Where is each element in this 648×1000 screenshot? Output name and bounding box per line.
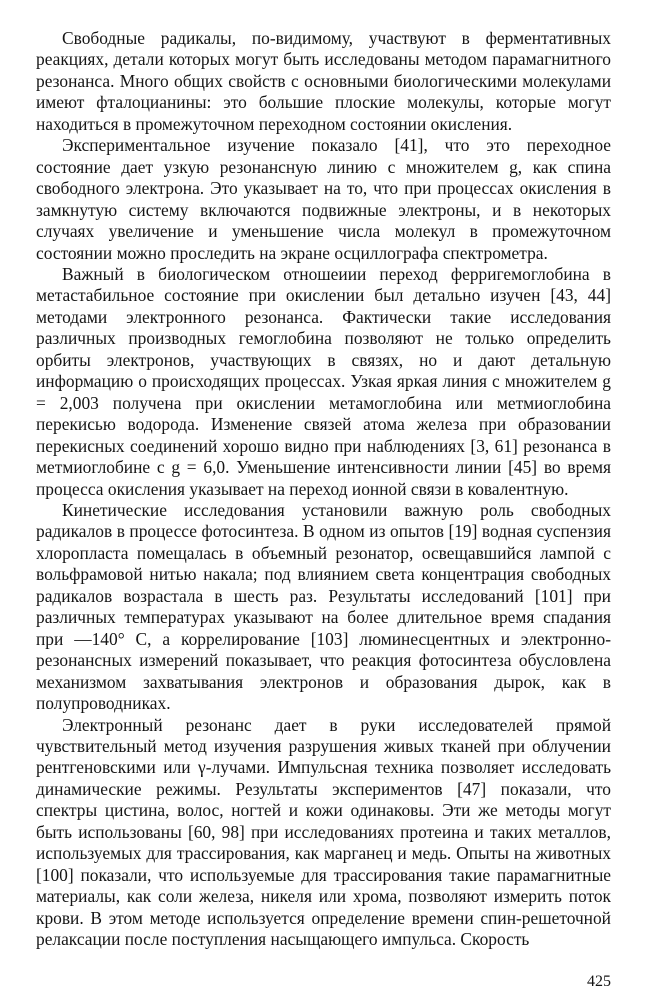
page-number: 425 <box>587 973 611 990</box>
paragraph-free-radicals: Свободные радикалы, по-видимому, участвуют в ферментативных реакциях, детали которых могут быть исследованы методом парамагнитного резонанса. Много общих свойств с основными биологическими молекулами имеют фталоцианины: это большие плоские молекулы, которые могут находиться в промежуточном переходном состоянии окисления. <box>36 28 611 134</box>
paragraph-experimental-study: Экспериментальное изучение показало [41], что это переходное состояние дает узкую резонансную линию с множителем g, как спина свободного электрона. Это указывает на то, что при процессах окисления в замкнутую систему включаются подвижные электроны, и в некоторых случаях увеличение и уменьшение числа молекул в промежуточном состоянии можно проследить на экране осциллографа спектрометра. <box>36 135 611 263</box>
book-page <box>36 28 611 988</box>
paragraph-photosynthesis: Кинетические исследования установили важную роль свободных радикалов в процессе фотосинтеза. В одном из опытов [19] водная суспензия хлоропласта помещалась в объемный резонатор, освещавшийся лампой с вольфрамовой нитью накала; под влиянием света концентрация свободных радикалов возрастала в шесть раз. Результаты исследований [101] при различных температурах указывают на более длительное время спадания при —140° С, а коррелирование [103] люминесцентных и электронно-резонансных измерений показывает, что реакция фотосинтеза обусловлена механизмом захватывания электронов и образования дырок, как в полупроводниках. <box>36 499 611 714</box>
paragraph-electron-resonance: Электронный резонанс дает в руки исследователей прямой чувствительный метод изучения разрушения живых тканей при облучении рентгеновскими или γ-лучами. Импульсная техника позволяет исследовать динамические режимы. Результаты экспериментов [47] показали, что спектры цистина, волос, ногтей и кожи одинаковы. Эти же методы могут быть использованы [60, 98] при исследованиях протеина и таких металлов, используемых для трассирования, как марганец и медь. Опыты на животных [100] показали, что используемые для трассирования такие парамагнитные материалы, как соли железа, никеля или хрома, позволяют измерить поток крови. В этом методе используется определение времени спин-решеточной релаксации после поступления насыщающего импульса. Скорость <box>36 714 611 950</box>
paragraph-ferrihemoglobin: Важный в биологическом отношеиии переход ферригемоглобина в метастабильное состояние при окислении был детально изучен [43, 44] методами электронного резонанса. Фактически такие исследования различных производных гемоглобина позволяют не только определить орбиты электронов, участвующих в связях, но и дают детальную информацию о происходящих процессах. Узкая яркая линия с множителем g = 2,003 получена при окислении метамоглобина или метмиоглобина перекисью водорода. Изменение связей атома железа при образовании перекисных соединений хорошо видно при наблюдениях [3, 61] резонанса в метмиоглобине с g = 6,0. Уменьшение интенсивности линии [45] во время процесса окисления указывает на переход ионной связи в ковалентную. <box>36 263 611 499</box>
